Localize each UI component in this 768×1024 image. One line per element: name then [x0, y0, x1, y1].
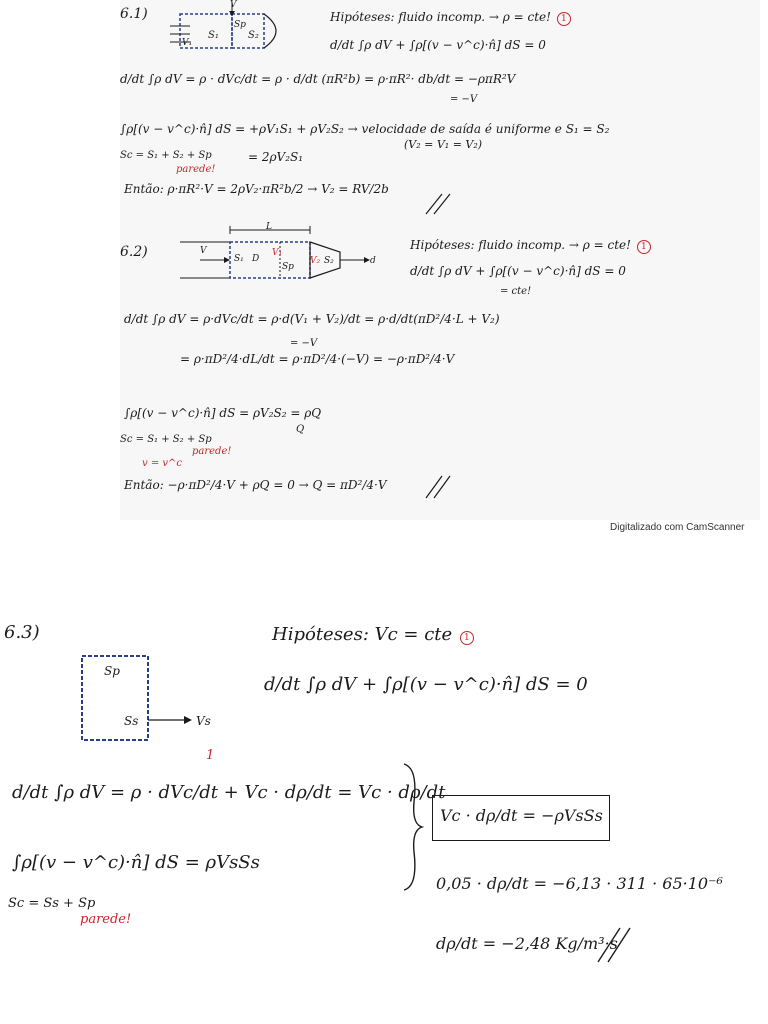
diagram-6-2-s2: S₂ [324, 256, 334, 266]
problem-6-1-line-1: d/dt ∫ρ dV = ρ · dVc/dt = ρ · d/dt (πR²b) = ρ·πR²· db/dt = −ρπR²V [120, 72, 516, 86]
problem-6-3-continuity: d/dt ∫ρ dV + ∫ρ[(v − v^c)·n̂] dS = 0 [264, 674, 588, 695]
scanned-page-top [120, 0, 760, 520]
problem-6-2-line-3: ∫ρ[(v − v^c)·n̂] dS = ρV₂S₂ = ρQ [124, 406, 322, 420]
diagram-6-3-vs: Vs [196, 714, 211, 728]
problem-6-2-line-1: d/dt ∫ρ dV = ρ·dVc/dt = ρ·d(V₁ + V₂)/dt = ρ·d/dt(πD²/4·L + V₂) [124, 312, 500, 326]
problem-6-1-line-3: = 2ρV₂S₁ [248, 150, 304, 164]
problem-6-2-line-2: = ρ·πD²/4·dL/dt = ρ·πD²/4·(−V) = −ρ·πD²/4·V [180, 352, 455, 366]
problem-6-3-result: dρ/dt = −2,48 Kg/m³·s [436, 934, 618, 953]
diagram-6-2-v2: V₂ [310, 256, 321, 266]
problem-6-3-number: 6.3) [4, 622, 40, 643]
problem-6-1-number: 6.1) [120, 6, 148, 22]
problem-6-1-continuity: d/dt ∫ρ dV + ∫ρ[(v − v^c)·n̂] dS = 0 [330, 38, 546, 52]
problem-6-2-wall-note: parede! [192, 446, 232, 457]
diagram-6-3-ss: Ss [124, 714, 139, 728]
problem-6-3-line-2: ∫ρ[(v − v^c)·n̂] dS = ρVsSs [12, 852, 260, 873]
diagram-6-2-d: D [252, 254, 260, 264]
problem-6-3-boxed: Vc · dρ/dt = −ρVsSs [440, 806, 603, 825]
problem-6-2-conclusion: Então: −ρ·πD²/4·V + ρQ = 0 → Q = πD²/4·V [124, 478, 387, 492]
diagram-6-1-s2: S₂ [248, 30, 259, 41]
problem-6-3-crossed-mark: 1 [206, 748, 215, 763]
double-slash-icon [420, 192, 460, 216]
diagram-6-2-sp: Sp [282, 262, 294, 272]
problem-6-3-hypothesis [272, 624, 474, 645]
hypothesis-text: Hipóteses: Vc = cte [272, 624, 453, 645]
problem-6-1-conclusion: Então: ρ·πR²·V = 2ρV₂·πR²b/2 → V₂ = RV/2b [124, 182, 389, 196]
brace-icon [400, 762, 430, 892]
problem-6-1-surfaces: Sc = S₁ + S₂ + Sp [120, 150, 212, 161]
diagram-6-2-v: V [200, 246, 207, 256]
hypothesis-mark-icon: 1 [460, 631, 474, 645]
problem-6-1-line-2-note: (V₂ = V₁ = V₂) [404, 138, 483, 151]
problem-6-3-section [0, 570, 768, 1024]
diagram-6-2-s1: S₁ [234, 254, 244, 264]
problem-6-1-line-2: ∫ρ[(v − v^c)·n̂] dS = +ρV₁S₁ + ρV₂S₂ → velocidade de saída é uniforme e S₁ = S₂ [120, 122, 610, 136]
double-slash-icon [420, 474, 460, 500]
problem-6-2-q-note: Q [296, 424, 305, 435]
problem-6-3-diagram [80, 654, 230, 746]
diagram-6-2-v1: V₁ [272, 248, 283, 258]
problem-6-2-velocity-note: v = v^c [142, 458, 183, 469]
diagram-6-1-v-in: V₁ [182, 38, 193, 48]
problem-6-3-line-1: d/dt ∫ρ dV = ρ · dVc/dt + Vc · dρ/dt = Vc · dρ/dt [12, 782, 446, 803]
problem-6-3-surfaces: Sc = Ss + Sp [8, 896, 96, 911]
scanner-footer: Digitalizado com CamScanner [610, 522, 745, 533]
diagram-6-1-s1: S₁ [208, 30, 219, 41]
problem-6-1-db-dt-note: = −V [450, 94, 478, 105]
diagram-6-2-l: L [266, 222, 272, 232]
hypothesis-mark-icon: 1 [637, 240, 651, 254]
diagram-6-2-d-small: d [370, 256, 376, 266]
problem-6-2-surfaces: Sc = S₁ + S₂ + Sp [120, 434, 212, 445]
diagram-6-3-sp: Sp [104, 664, 120, 678]
hypothesis-text: Hipóteses: fluido incomp. → ρ = cte! [410, 238, 631, 252]
problem-6-2-dl-dt-note: = −V [290, 338, 318, 349]
problem-6-3-substitution: 0,05 · dρ/dt = −6,13 · 311 · 65·10⁻⁶ [436, 874, 723, 893]
problem-6-2-number: 6.2) [120, 244, 148, 260]
problem-6-2-hypothesis [410, 238, 651, 254]
problem-6-1-wall-note: parede! [176, 164, 216, 175]
problem-6-2-cte-note: = cte! [500, 286, 532, 297]
hypothesis-mark-icon: 1 [557, 12, 571, 26]
problem-6-3-wall-note: parede! [80, 912, 132, 927]
problem-6-2-continuity: d/dt ∫ρ dV + ∫ρ[(v − v^c)·n̂] dS = 0 [410, 264, 626, 278]
diagram-6-1-sp: Sp [234, 20, 246, 30]
diagram-6-1-v-top: V [230, 0, 237, 10]
hypothesis-text: Hipóteses: fluido incomp. → ρ = cte! [330, 10, 551, 24]
problem-6-1-hypothesis [330, 10, 571, 26]
double-slash-icon [590, 924, 640, 964]
